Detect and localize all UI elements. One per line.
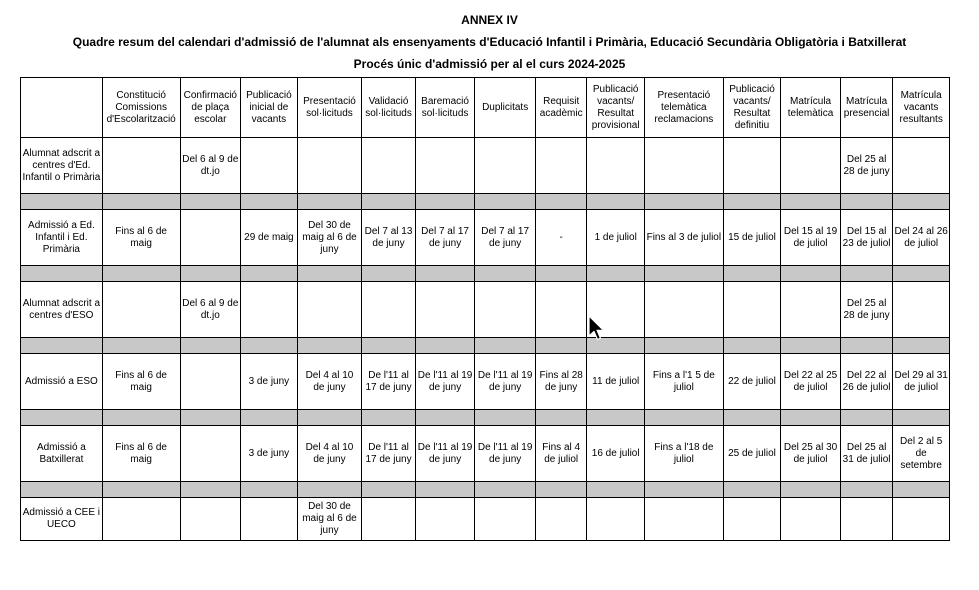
table-cell (102, 138, 180, 194)
table-cell (587, 138, 645, 194)
table-cell (781, 138, 841, 194)
table-cell: Del 15 al 23 de juliol (840, 210, 893, 266)
table-cell: 22 de juliol (723, 354, 781, 410)
table-cell (297, 138, 362, 194)
table-cell (180, 354, 241, 410)
table-cell (362, 282, 416, 338)
table-cell: Del 25 al 28 de juny (840, 282, 893, 338)
table-cell: Del 7 al 17 de juny (415, 210, 475, 266)
separator-row (21, 266, 950, 282)
table-cell: 11 de juliol (587, 354, 645, 410)
table-row (21, 354, 950, 410)
table-cell (781, 498, 841, 541)
table-cell (362, 138, 416, 194)
table-cell: Del 4 al 10 de juny (297, 426, 362, 482)
table-cell: De l'11 al 17 de juny (362, 354, 416, 410)
table-cell (723, 498, 781, 541)
row-label-cell: Alumnat adscrit a centres d'ESO (21, 282, 103, 338)
row-label-cell: Admissió a Ed. Infantil i Ed. Primària (21, 210, 103, 266)
table-cell (180, 426, 241, 482)
table-cell: 3 de juny (241, 354, 298, 410)
table-cell: De l'11 al 17 de juny (362, 426, 416, 482)
table-cell (362, 498, 416, 541)
header-cell: Baremació sol·licituds (415, 78, 475, 138)
table-cell (723, 282, 781, 338)
process-subtitle: Procés únic d'admissió per al el curs 2024-2025 (353, 57, 626, 71)
header-cell: Confirmació de plaça escolar (180, 78, 241, 138)
table-cell (102, 498, 180, 541)
table-cell: Del 6 al 9 de dt.jo (180, 282, 241, 338)
table-cell (781, 282, 841, 338)
table-row (21, 282, 950, 338)
table-cell (893, 282, 950, 338)
table-cell (475, 282, 536, 338)
row-label-cell: Admissió a ESO (21, 354, 103, 410)
table-cell (893, 138, 950, 194)
table-cell: 25 de juliol (723, 426, 781, 482)
table-cell: 29 de maig (241, 210, 298, 266)
table-cell: Fins al 4 de juliol (535, 426, 586, 482)
table-cell: Del 7 al 17 de juny (475, 210, 536, 266)
table-cell (644, 282, 723, 338)
row-label-cell: Alumnat adscrit a centres d'Ed. Infantil o Primària (21, 138, 103, 194)
separator-row (21, 194, 950, 210)
table-cell: Del 30 de maig al 6 de juny (297, 498, 362, 541)
table-cell: 16 de juliol (587, 426, 645, 482)
table-cell: 15 de juliol (723, 210, 781, 266)
table-cell (415, 282, 475, 338)
admission-calendar-table (20, 77, 950, 541)
table-cell: Del 29 al 31 de juliol (893, 354, 950, 410)
table-cell: Fins a l'18 de juliol (644, 426, 723, 482)
table-cell: Del 30 de maig al 6 de juny (297, 210, 362, 266)
table-cell: Del 25 al 28 de juny (840, 138, 893, 194)
separator-row (21, 410, 950, 426)
header-cell: Publicació vacants/ Resultat definitiu (723, 78, 781, 138)
table-cell: 1 de juliol (587, 210, 645, 266)
table-row (21, 210, 950, 266)
table-cell: - (535, 210, 586, 266)
table-cell (475, 498, 536, 541)
table-cell: Fins al 3 de juliol (644, 210, 723, 266)
table-cell: Fins al 6 de maig (102, 354, 180, 410)
table-cell (180, 498, 241, 541)
header-cell: Constitució Comissions d'Escolarització (102, 78, 180, 138)
table-cell (893, 498, 950, 541)
table-cell (241, 498, 298, 541)
table-cell: Del 25 al 30 de juliol (781, 426, 841, 482)
table-cell: Del 25 al 31 de juliol (840, 426, 893, 482)
table-cell: Del 7 al 13 de juny (362, 210, 416, 266)
table-cell (535, 498, 586, 541)
table-cell (415, 138, 475, 194)
header-cell: Duplicitats (475, 78, 536, 138)
table-cell (644, 138, 723, 194)
table-cell: De l'11 al 19 de juny (415, 354, 475, 410)
header-cell: Presentació sol·licituds (297, 78, 362, 138)
table-cell: Del 6 al 9 de dt.jo (180, 138, 241, 194)
table-cell: Del 24 al 26 de juliol (893, 210, 950, 266)
header-cell: Matrícula presencial (840, 78, 893, 138)
table-cell: De l'11 al 19 de juny (415, 426, 475, 482)
table-cell: Del 22 al 26 de juliol (840, 354, 893, 410)
mouse-pointer-icon (588, 315, 606, 341)
table-cell (180, 210, 241, 266)
row-label-cell: Admissió a CEE i UECO (21, 498, 103, 541)
table-cell (644, 498, 723, 541)
header-cell: Matrícula vacants resultants (893, 78, 950, 138)
header-cell: Validació sol·licituds (362, 78, 416, 138)
header-cell: Publicació vacants/ Resultat provisional (587, 78, 645, 138)
document-subtitle: Quadre resum del calendari d'admissió de l'alumnat als ensenyaments d'Educació Infantil i Primària, Educació Secundària Obligatòria i Batxillerat (72, 35, 907, 49)
separator-row (21, 338, 950, 354)
table-cell: Del 22 al 25 de juliol (781, 354, 841, 410)
separator-row (21, 482, 950, 498)
table-cell: Fins al 6 de maig (102, 426, 180, 482)
table-cell: Fins al 6 de maig (102, 210, 180, 266)
table-cell: Del 2 al 5 de setembre (893, 426, 950, 482)
header-cell: Matrícula telemàtica (781, 78, 841, 138)
table-cell (535, 282, 586, 338)
row-label-cell: Admissió a Batxillerat (21, 426, 103, 482)
table-cell (241, 282, 298, 338)
table-cell (475, 138, 536, 194)
table-cell: De l'11 al 19 de juny (475, 426, 536, 482)
table-cell (297, 282, 362, 338)
table-row (21, 138, 950, 194)
table-cell (102, 282, 180, 338)
table-cell (587, 498, 645, 541)
header-cell: Requisit acadèmic (535, 78, 586, 138)
annex-title: ANNEX IV (461, 13, 518, 27)
table-cell (535, 138, 586, 194)
table-cell: De l'11 al 19 de juny (475, 354, 536, 410)
table-cell: Del 4 al 10 de juny (297, 354, 362, 410)
table-row (21, 426, 950, 482)
table-cell (415, 498, 475, 541)
header-cell: Publicació inicial de vacants (241, 78, 298, 138)
table-row (21, 498, 950, 541)
table-cell: 3 de juny (241, 426, 298, 482)
table-cell (241, 138, 298, 194)
table-cell (840, 498, 893, 541)
header-cell: Presentació telemàtica reclamacions (644, 78, 723, 138)
table-cell: Fins a l'1 5 de juliol (644, 354, 723, 410)
table-cell: Del 15 al 19 de juliol (781, 210, 841, 266)
table-header-row (21, 78, 950, 138)
header-cell (21, 78, 103, 138)
table-cell: Fins al 28 de juny (535, 354, 586, 410)
table-cell (723, 138, 781, 194)
